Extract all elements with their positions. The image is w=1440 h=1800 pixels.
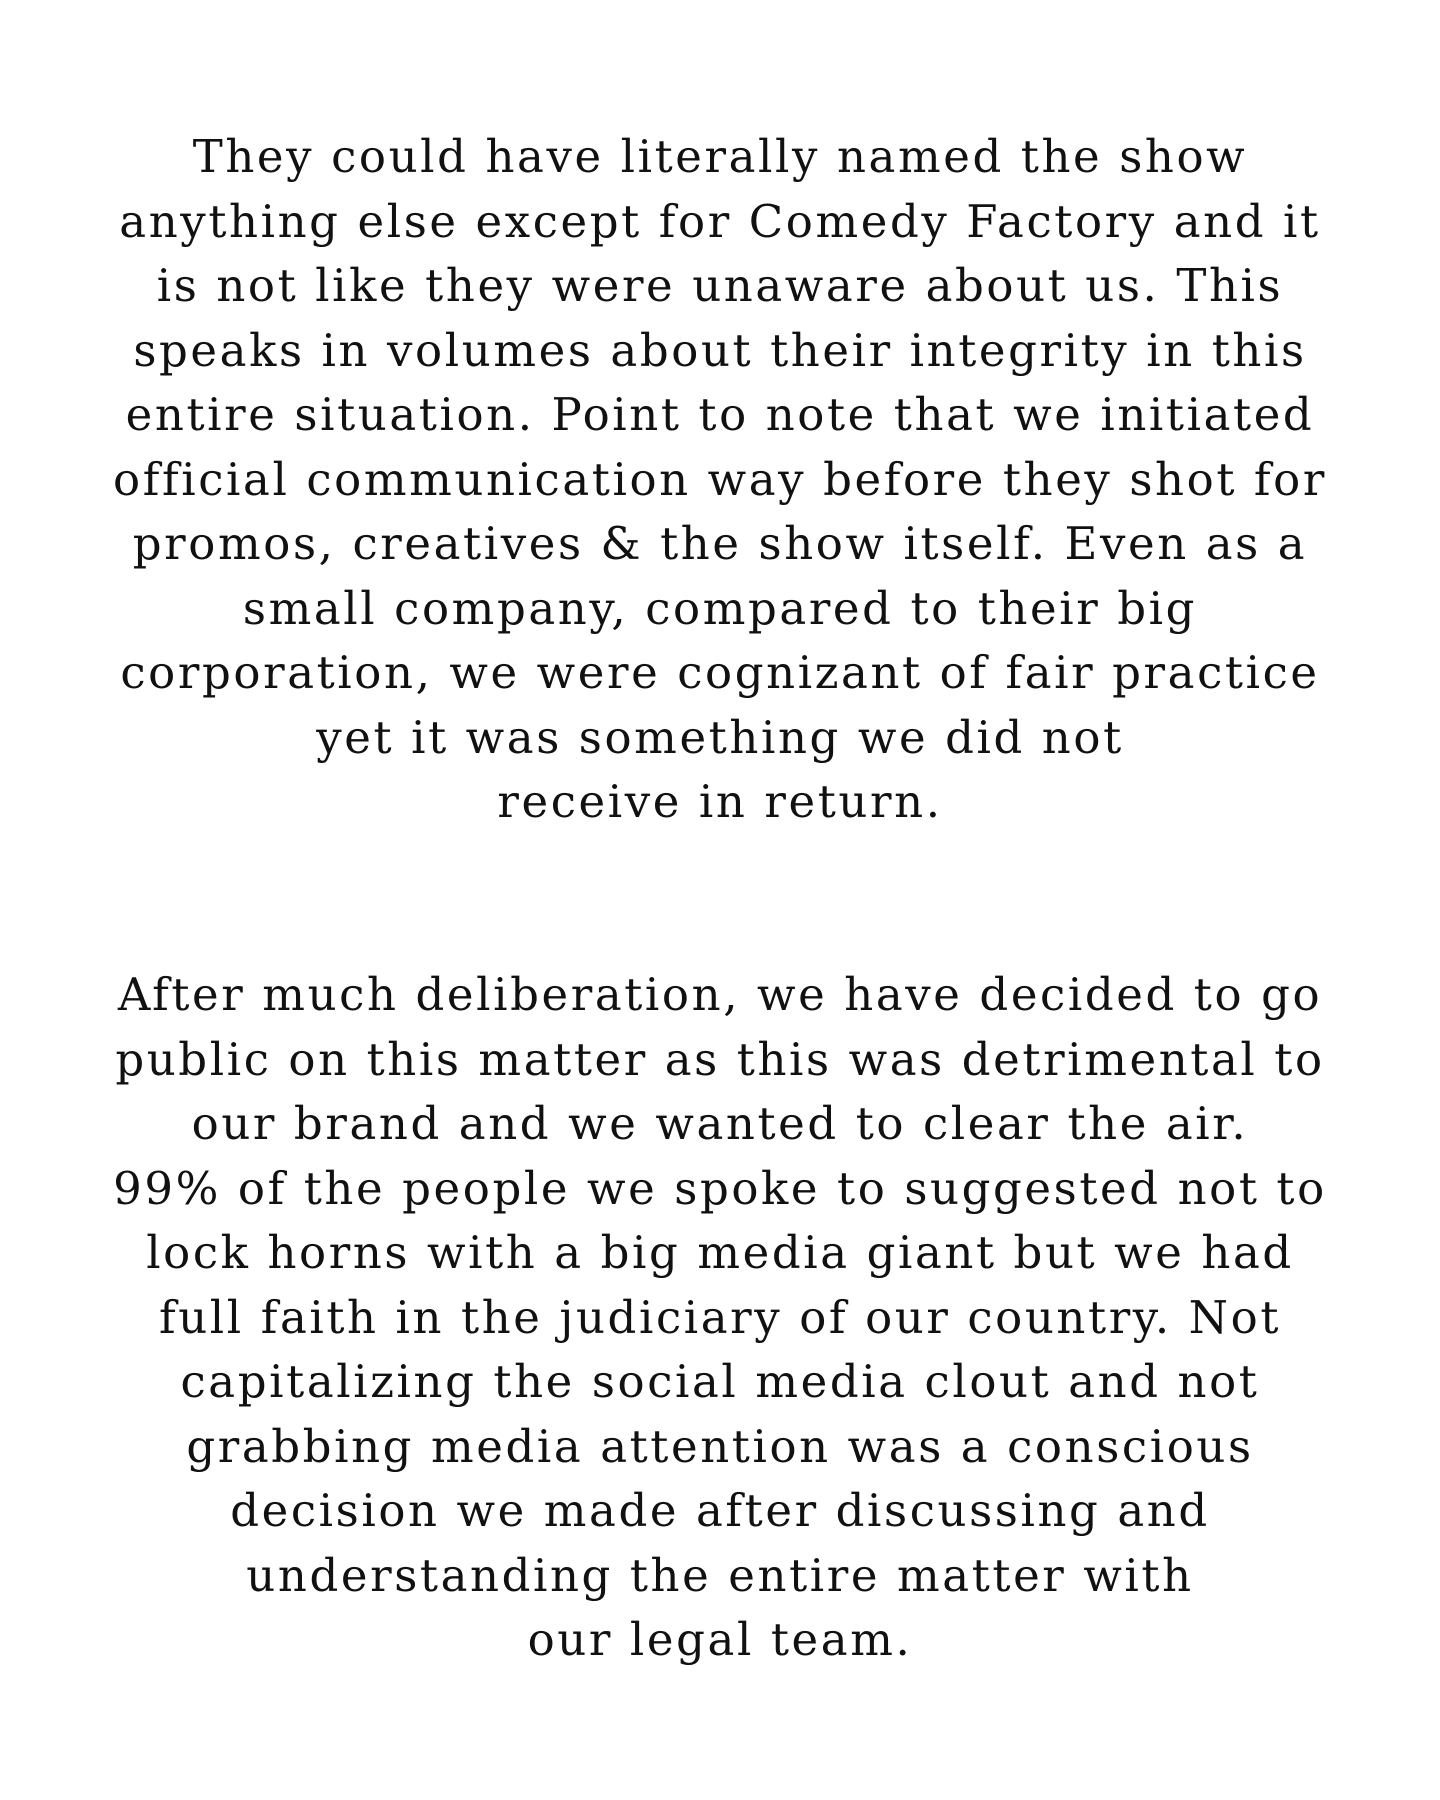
paragraph-line: understanding the entire matter with [246, 1548, 1194, 1602]
paragraph-line: grabbing media attention was a conscious [186, 1419, 1254, 1473]
paragraph-line: capitalizing the social media clout and not [180, 1355, 1260, 1408]
paragraph-line: entire situation. Point to note that we initiated [125, 388, 1315, 441]
paragraph-line: our brand and we wanted to clear the air. [191, 1097, 1249, 1150]
paragraph-line: our legal team. [527, 1613, 913, 1666]
paragraph-line: 99% of the people we spoke to suggested not to [113, 1161, 1327, 1215]
paragraph-line: official communication way before they shot for [113, 452, 1327, 506]
paragraph-line: speaks in volumes about their integrity in this [133, 323, 1307, 377]
paragraph-line: small company, compared to their big [242, 581, 1198, 635]
paragraph-line: promos, creatives & the show itself. Even as a [132, 517, 1308, 570]
statement-paragraph-2 [60, 963, 1380, 1673]
paragraph-line: yet it was something we did not [316, 710, 1124, 764]
paragraph-line: full faith in the judiciary of our country. Not [158, 1290, 1282, 1344]
paragraph-line: receive in return. [497, 775, 943, 828]
paragraph-line: anything else except for Comedy Factory and it [119, 194, 1321, 248]
paragraph-line: is not like they were unaware about us. This [156, 259, 1284, 312]
paragraph-line: After much deliberation, we have decided to go [117, 968, 1323, 1021]
paragraph-line: They could have literally named the show [192, 130, 1248, 183]
paragraph-line: lock horns with a big media giant but we had [146, 1226, 1294, 1279]
statement-paragraph-1 [60, 125, 1380, 835]
paragraph-line: corporation, we were cognizant of fair practice [120, 646, 1320, 699]
paragraph-line: decision we made after discussing and [230, 1484, 1210, 1537]
paragraph-line: public on this matter as this was detrimental to [115, 1032, 1325, 1086]
